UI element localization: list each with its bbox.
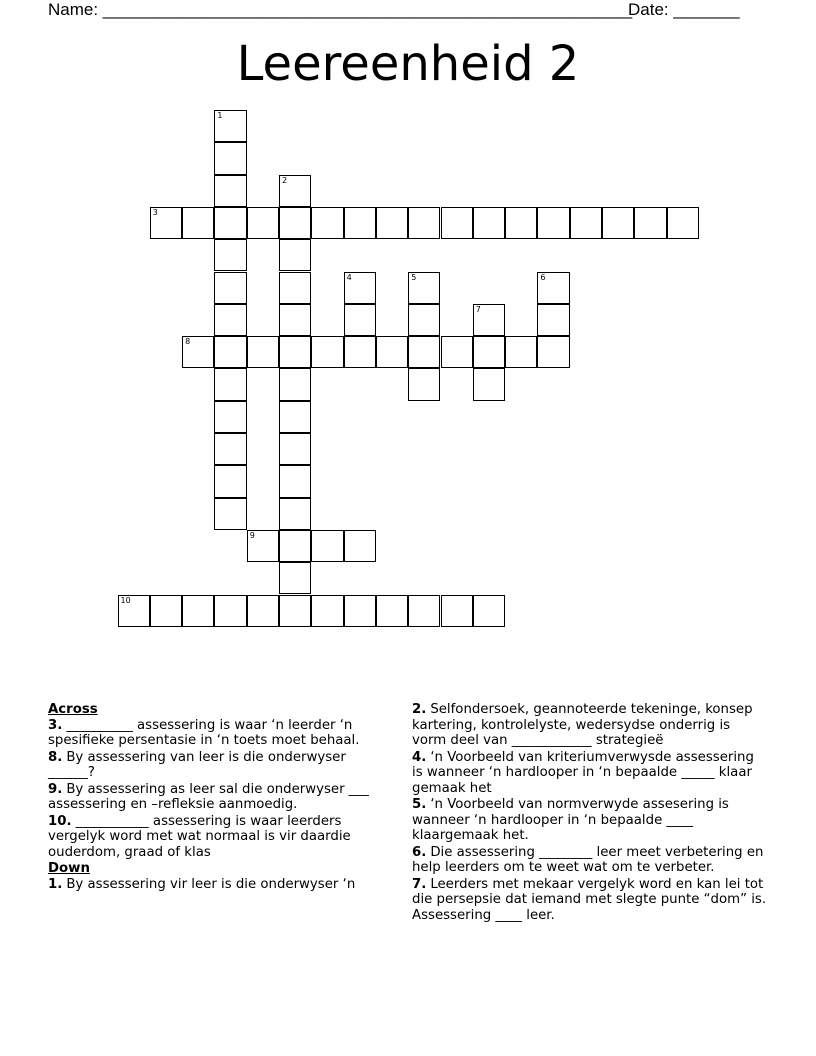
clue-number: 3. [48, 717, 63, 733]
clue-number: 7. [412, 876, 427, 892]
grid-cell[interactable] [279, 562, 311, 594]
across-clue-8 [48, 750, 394, 781]
grid-cell[interactable] [311, 530, 343, 562]
grid-cell[interactable] [408, 304, 440, 336]
grid-cell[interactable] [247, 530, 279, 562]
grid-cell[interactable] [473, 304, 505, 336]
grid-cell[interactable] [473, 207, 505, 239]
grid-cell[interactable] [376, 336, 408, 368]
clue-number: 4. [412, 749, 427, 765]
clue-text: ‘n Voorbeeld van normverwyde assesering is wanneer ‘n hardlooper in ‘n bepaalde ____ klaargemaak het. [412, 797, 729, 843]
grid-cell[interactable] [247, 595, 279, 627]
grid-cell[interactable] [344, 595, 376, 627]
grid-cell[interactable] [441, 207, 473, 239]
grid-cell[interactable] [311, 595, 343, 627]
grid-cell[interactable] [505, 336, 537, 368]
clue-number-label: 9 [249, 530, 255, 540]
grid-cell[interactable] [279, 304, 311, 336]
grid-cell[interactable] [279, 175, 311, 207]
grid-cell[interactable] [279, 207, 311, 239]
grid-cell[interactable] [570, 207, 602, 239]
grid-cell[interactable] [344, 272, 376, 304]
grid-cell[interactable] [408, 336, 440, 368]
grid-cell[interactable] [537, 272, 569, 304]
grid-cell[interactable] [473, 368, 505, 400]
clue-number: 10. [48, 813, 72, 829]
grid-cell[interactable] [182, 336, 214, 368]
clue-number-label: 8 [185, 337, 191, 347]
grid-cell[interactable] [473, 336, 505, 368]
grid-cell[interactable] [247, 207, 279, 239]
across-clue-10 [48, 814, 394, 861]
down-clue-4 [412, 750, 768, 797]
grid-cell[interactable] [279, 465, 311, 497]
clue-number-label: 5 [411, 272, 417, 282]
clue-text: Leerders met mekaar vergelyk word en kan lei tot die persepsie dat iemand met slegte punte “dom” is. Assessering ____ leer. [412, 876, 767, 923]
grid-cell[interactable] [214, 239, 246, 271]
clue-number-label: 1 [217, 111, 223, 120]
clue-text: Selfondersoek, geannoteerde tekeninge, konsep kartering, kontrolelyste, wedersydse onderrig is vorm deel van ____________ strategieë [412, 702, 753, 748]
down-clue-1 [48, 877, 394, 893]
grid-cell[interactable] [311, 207, 343, 239]
grid-cell[interactable] [214, 175, 246, 207]
grid-cell[interactable] [634, 207, 666, 239]
clue-number: 9. [48, 781, 63, 797]
across-heading: Across [48, 702, 98, 717]
grid-cell[interactable] [344, 336, 376, 368]
grid-cell[interactable] [214, 498, 246, 530]
grid-cell[interactable] [279, 530, 311, 562]
grid-cell[interactable] [311, 336, 343, 368]
grid-cell[interactable] [150, 595, 182, 627]
grid-cell[interactable] [247, 336, 279, 368]
page-title: Leereenheid 2 [236, 36, 580, 92]
clue-number: 2. [412, 702, 427, 717]
down-heading: Down [48, 861, 90, 876]
grid-cell[interactable] [344, 207, 376, 239]
clue-text: __________ assessering is waar ‘n leerder ‘n spesifieke persentasie in ‘n toets moet behaal. [48, 717, 360, 748]
grid-cell[interactable] [279, 336, 311, 368]
grid-cell[interactable] [279, 368, 311, 400]
grid-cell[interactable] [505, 207, 537, 239]
grid-cell[interactable] [279, 272, 311, 304]
clue-text: By assessering van leer is die onderwyser ______? [48, 749, 346, 780]
grid-cell[interactable] [214, 595, 246, 627]
grid-cell[interactable] [537, 336, 569, 368]
grid-cell[interactable] [344, 530, 376, 562]
grid-cell[interactable] [537, 207, 569, 239]
down-clue-2 [412, 702, 768, 749]
grid-cell[interactable] [214, 401, 246, 433]
clues-column-right [412, 702, 768, 924]
grid-cell[interactable] [441, 336, 473, 368]
grid-cell[interactable] [214, 142, 246, 174]
clue-text: By assessering vir leer is die onderwyser ‘n [66, 876, 356, 892]
grid-cell[interactable] [408, 595, 440, 627]
grid-cell[interactable] [441, 595, 473, 627]
clue-number-label: 2 [282, 175, 288, 185]
grid-cell[interactable] [408, 272, 440, 304]
across-clue-3 [48, 718, 394, 749]
grid-cell[interactable] [182, 595, 214, 627]
clue-text: ___________ assessering is waar leerders vergelyk word met wat normaal is vir daardie ouderdom, graad of klas [48, 813, 351, 860]
grid-cell[interactable] [537, 304, 569, 336]
down-clue-5 [412, 797, 768, 844]
grid-cell[interactable] [214, 433, 246, 465]
grid-cell[interactable] [408, 368, 440, 400]
grid-cell[interactable] [376, 207, 408, 239]
name-field-label: Name: ________________________________________________________ [48, 0, 633, 19]
clue-number-label: 6 [540, 272, 546, 282]
clue-number-label: 7 [475, 304, 481, 314]
grid-cell[interactable] [376, 595, 408, 627]
grid-cell[interactable] [214, 336, 246, 368]
grid-cell[interactable] [344, 304, 376, 336]
grid-cell[interactable] [279, 433, 311, 465]
date-field-label: Date: _______ [628, 0, 740, 19]
grid-cell[interactable] [214, 207, 246, 239]
grid-cell[interactable] [279, 595, 311, 627]
clue-text: Die assessering ________ leer meet verbetering en help leerders om te weet wat om te verbeter. [412, 844, 764, 875]
grid-cell[interactable] [279, 401, 311, 433]
grid-cell[interactable] [214, 110, 246, 142]
clue-number-label: 4 [346, 272, 352, 282]
down-clue-7 [412, 877, 768, 924]
clue-text: By assessering as leer sal die onderwyser ___ assessering en –refleksie aanmoedig. [48, 781, 369, 812]
grid-cell[interactable] [214, 368, 246, 400]
grid-cell[interactable] [279, 239, 311, 271]
grid-cell[interactable] [279, 498, 311, 530]
grid-cell[interactable] [408, 207, 440, 239]
grid-cell[interactable] [473, 595, 505, 627]
clue-number: 5. [412, 797, 427, 812]
down-clue-6 [412, 845, 768, 876]
clue-number: 6. [412, 844, 427, 860]
clue-number-label: 10 [120, 595, 131, 605]
grid-cell[interactable] [214, 465, 246, 497]
clue-number-label: 3 [152, 207, 158, 217]
clue-text: ‘n Voorbeeld van kriteriumverwysde assessering is wanneer ‘n hardlooper in ‘n bepaalde _____ klaar gemaak het [412, 749, 754, 796]
grid-cell[interactable] [118, 595, 150, 627]
grid-cell[interactable] [214, 304, 246, 336]
across-clue-9 [48, 782, 394, 813]
grid-cell[interactable] [182, 207, 214, 239]
grid-cell[interactable] [214, 272, 246, 304]
clue-number: 1. [48, 876, 63, 892]
grid-cell[interactable] [667, 207, 699, 239]
clue-number: 8. [48, 749, 63, 765]
clues-column-left [48, 702, 394, 893]
grid-cell[interactable] [150, 207, 182, 239]
grid-cell[interactable] [602, 207, 634, 239]
